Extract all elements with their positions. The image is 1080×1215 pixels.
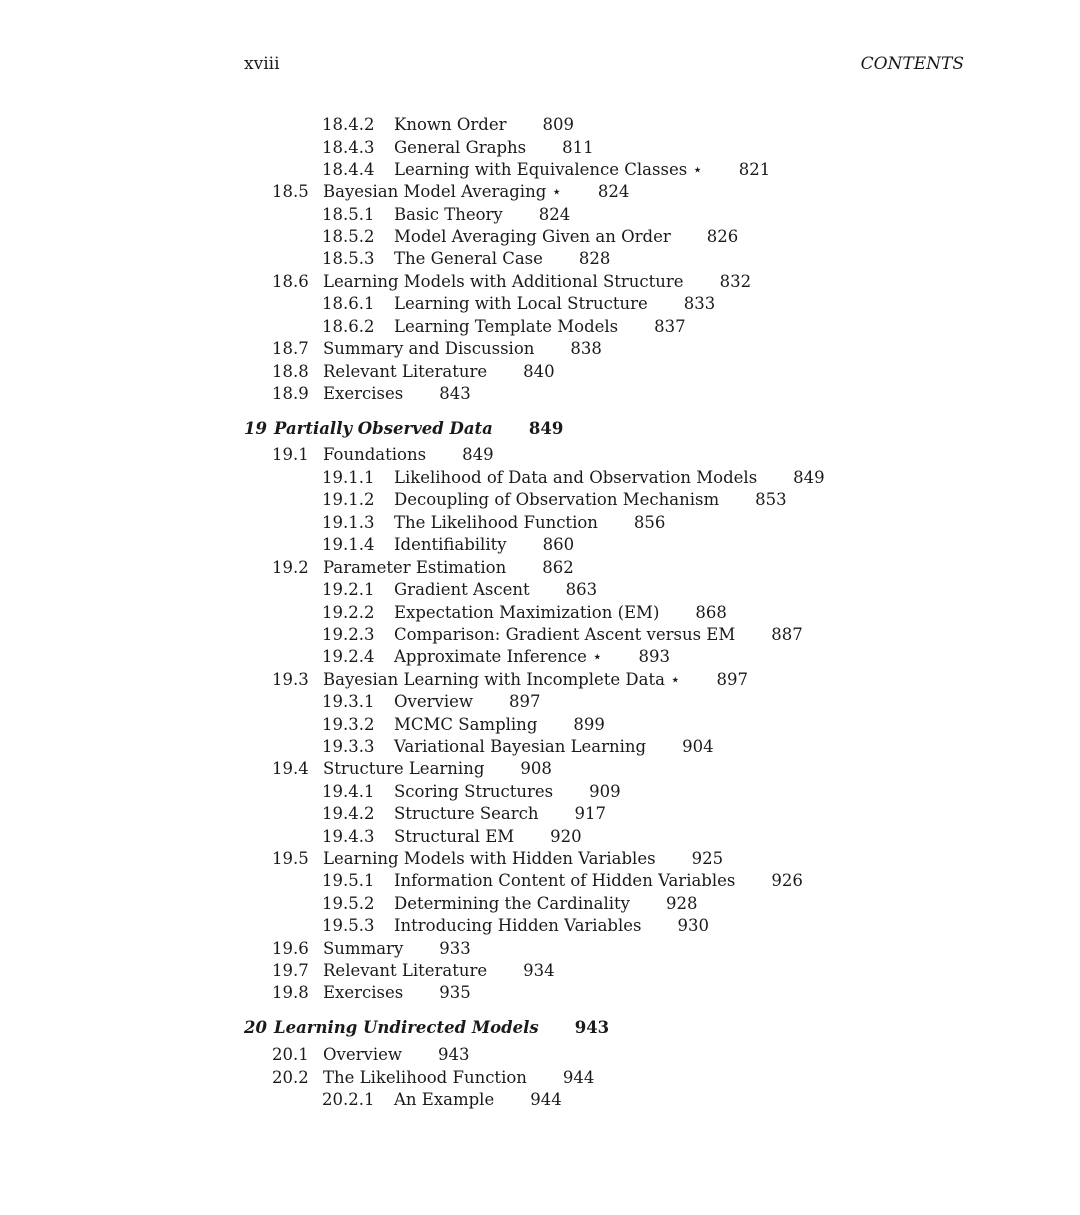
toc-entry-number: 19.5.2 <box>322 894 375 913</box>
toc-entry-page: 811 <box>562 138 594 157</box>
toc-entry-page: 943 <box>574 1018 610 1037</box>
toc-entry-title: Approximate Inference ⋆ <box>394 647 603 666</box>
toc-section-entry[interactable] <box>272 181 629 203</box>
toc-entry-title: Learning Undirected Models <box>274 1018 539 1037</box>
toc-section-entry[interactable] <box>272 383 471 405</box>
toc-entry-number: 18.5.2 <box>322 227 375 246</box>
toc-entry-number: 19.1.3 <box>322 513 375 532</box>
toc-entry-number: 18.6.2 <box>322 317 375 336</box>
toc-subsection-entry[interactable] <box>322 803 606 825</box>
toc-entry-page: 917 <box>574 804 607 823</box>
toc-entry-number: 19.2.2 <box>322 603 375 622</box>
toc-subsection-entry[interactable] <box>322 602 727 624</box>
toc-entry-page: 897 <box>509 692 541 711</box>
toc-entry-page: 935 <box>439 983 471 1002</box>
toc-section-entry[interactable] <box>272 338 602 360</box>
toc-entry-number: 19.5.1 <box>322 871 375 890</box>
toc-entry-page: 856 <box>633 513 666 532</box>
toc-entry-title: General Graphs <box>394 138 527 157</box>
toc-entry-page: 863 <box>565 580 598 599</box>
toc-entry-page: 821 <box>738 160 771 179</box>
toc-entry-title: Basic Theory <box>394 205 503 224</box>
toc-subsection-entry[interactable] <box>322 893 697 915</box>
toc-entry-number: 19.1.1 <box>322 468 375 487</box>
toc-entry-number: 18.7 <box>272 339 309 358</box>
toc-entry-title: Scoring Structures <box>394 782 554 801</box>
toc-entry-page: 926 <box>771 871 803 890</box>
toc-entry-title: Parameter Estimation <box>323 558 507 577</box>
toc-entry-number: 19.8 <box>272 983 309 1002</box>
toc-section-entry[interactable] <box>272 361 555 383</box>
toc-entry-number: 18.6.1 <box>322 294 375 313</box>
toc-entry-page: 809 <box>542 115 575 134</box>
toc-entry-title: MCMC Sampling <box>394 715 538 734</box>
toc-entry-number: 18.8 <box>272 362 309 381</box>
toc-entry-page: 828 <box>578 249 611 268</box>
toc-entry-page: 920 <box>550 827 582 846</box>
toc-entry-title: The Likelihood Function <box>323 1068 527 1087</box>
toc-entry-number: 19.4.2 <box>322 804 375 823</box>
toc-entry-page: 934 <box>523 961 555 980</box>
toc-section-entry[interactable] <box>272 758 552 780</box>
toc-entry-page: 933 <box>439 939 471 958</box>
toc-entry-number: 19.6 <box>272 939 309 958</box>
toc-entry-title: Structure Learning <box>323 759 485 778</box>
toc-entry-page: 833 <box>683 294 716 313</box>
toc-subsection-entry[interactable] <box>322 579 597 601</box>
toc-entry-title: Summary and Discussion <box>323 339 535 358</box>
toc-entry-page: 868 <box>695 603 727 622</box>
toc-entry-number: 19.5.3 <box>322 916 375 935</box>
toc-entry-page: 843 <box>439 384 471 403</box>
toc-entry-title: Summary <box>323 939 404 958</box>
toc-entry-number: 20.2.1 <box>322 1090 375 1109</box>
toc-entry-number: 18.6 <box>272 272 309 291</box>
toc-entry-title: Relevant Literature <box>323 362 488 381</box>
toc-subsection-entry[interactable] <box>322 915 709 937</box>
toc-entry-title: Bayesian Learning with Incomplete Data ⋆ <box>323 670 681 689</box>
toc-entry-title: Exercises <box>323 384 404 403</box>
toc-subsection-entry[interactable] <box>322 646 670 668</box>
toc-entry-number: 19.7 <box>272 961 309 980</box>
toc-entry-number: 18.9 <box>272 384 309 403</box>
toc-entry-title: Overview <box>323 1045 402 1064</box>
toc-subsection-entry[interactable] <box>322 293 715 315</box>
toc-entry-page: 893 <box>638 647 670 666</box>
toc-entry-page: 837 <box>654 317 686 336</box>
toc-entry-number: 19.2 <box>272 558 309 577</box>
toc-entry-number: 18.4.2 <box>322 115 375 134</box>
toc-section-entry[interactable] <box>272 444 494 466</box>
toc-entry-page: 908 <box>520 759 552 778</box>
toc-entry-title: Introducing Hidden Variables <box>394 916 642 935</box>
toc-entry-number: 19.2.1 <box>322 580 375 599</box>
toc-entry-title: The General Case <box>394 249 543 268</box>
toc-subsection-entry[interactable] <box>322 736 714 758</box>
toc-entry-page: 930 <box>677 916 709 935</box>
toc-subsection-entry[interactable] <box>322 1089 562 1111</box>
toc-entry-number: 19.1.2 <box>322 490 375 509</box>
toc-entry-number: 19.1.4 <box>322 535 375 554</box>
toc-entry-number: 19.1 <box>272 445 309 464</box>
toc-subsection-entry[interactable] <box>322 226 738 248</box>
toc-entry-number: 19.3.1 <box>322 692 375 711</box>
toc-entry-title: Learning with Equivalence Classes ⋆ <box>394 160 703 179</box>
toc-entry-number: 18.5.1 <box>322 205 375 224</box>
toc-entry-page: 832 <box>719 272 752 291</box>
toc-section-entry[interactable] <box>272 557 574 579</box>
toc-entry-page: 860 <box>542 535 575 554</box>
toc-entry-page: 862 <box>542 558 574 577</box>
page-number: xviii <box>244 54 280 74</box>
toc-entry-page: 849 <box>462 445 494 464</box>
toc-section-entry[interactable] <box>272 960 555 982</box>
toc-entry-page: 904 <box>682 737 714 756</box>
toc-subsection-entry[interactable] <box>322 248 610 270</box>
toc-entry-page: 824 <box>597 182 630 201</box>
toc-subsection-entry[interactable] <box>322 137 594 159</box>
toc-entry-title: Learning with Local Structure <box>394 294 648 313</box>
toc-entry-page: 899 <box>573 715 605 734</box>
toc-entry-page: 944 <box>530 1090 562 1109</box>
toc-entry-title: Structure Search <box>394 804 539 823</box>
toc-entry-number: 19 <box>244 419 267 438</box>
toc-entry-title: Expectation Maximization (EM) <box>394 603 660 622</box>
toc-entry-page: 925 <box>691 849 724 868</box>
toc-entry-title: Partially Observed Data <box>274 419 493 438</box>
toc-subsection-entry[interactable] <box>322 870 803 892</box>
toc-entry-number: 19.2.3 <box>322 625 375 644</box>
toc-entry-number: 19.4.1 <box>322 782 375 801</box>
toc-entry-number: 19.2.4 <box>322 647 375 666</box>
toc-entry-title: Variational Bayesian Learning <box>394 737 647 756</box>
toc-subsection-entry[interactable] <box>322 624 803 646</box>
toc-entry-number: 19.5 <box>272 849 309 868</box>
toc-section-entry[interactable] <box>272 1067 594 1089</box>
toc-entry-page: 838 <box>570 339 602 358</box>
toc-subsection-entry[interactable] <box>322 159 770 181</box>
toc-section-entry[interactable] <box>272 1044 470 1066</box>
toc-chapter-entry[interactable] <box>244 1017 609 1039</box>
toc-entry-page: 849 <box>793 468 825 487</box>
toc-entry-number: 20.2 <box>272 1068 309 1087</box>
toc-entry-title: Overview <box>394 692 473 711</box>
toc-entry-page: 928 <box>665 894 698 913</box>
toc-entry-page: 849 <box>528 419 564 438</box>
toc-entry-number: 20.1 <box>272 1045 309 1064</box>
toc-entry-page: 887 <box>771 625 803 644</box>
toc-entry-title: Learning Models with Hidden Variables <box>323 849 656 868</box>
toc-entry-title: Exercises <box>323 983 404 1002</box>
toc-entry-number: 18.5.3 <box>322 249 375 268</box>
toc-entry-title: Determining the Cardinality <box>394 894 630 913</box>
toc-entry-page: 824 <box>538 205 571 224</box>
toc-section-entry[interactable] <box>272 938 471 960</box>
toc-entry-title: Gradient Ascent <box>394 580 530 599</box>
toc-subsection-entry[interactable] <box>322 114 574 136</box>
toc-entry-title: Foundations <box>323 445 427 464</box>
toc-entry-title: Structural EM <box>394 827 515 846</box>
toc-subsection-entry[interactable] <box>322 316 686 338</box>
toc-subsection-entry[interactable] <box>322 467 825 489</box>
toc-subsection-entry[interactable] <box>322 204 570 226</box>
toc-entry-page: 853 <box>755 490 787 509</box>
running-head: CONTENTS <box>860 54 964 74</box>
toc-subsection-entry[interactable] <box>322 512 665 534</box>
toc-entry-page: 944 <box>562 1068 595 1087</box>
toc-entry-page: 909 <box>589 782 621 801</box>
toc-entry-title: An Example <box>394 1090 495 1109</box>
toc-subsection-entry[interactable] <box>322 489 787 511</box>
toc-entry-title: Comparison: Gradient Ascent versus EM <box>394 625 736 644</box>
toc-entry-page: 943 <box>438 1045 470 1064</box>
toc-section-entry[interactable] <box>272 669 748 691</box>
toc-entry-title: Likelihood of Data and Observation Models <box>394 468 758 487</box>
toc-entry-number: 18.4.3 <box>322 138 375 157</box>
toc-entry-title: Bayesian Model Averaging ⋆ <box>323 182 562 201</box>
toc-entry-page: 897 <box>716 670 749 689</box>
toc-entry-title: Learning Models with Additional Structure <box>323 272 684 291</box>
toc-entry-number: 20 <box>244 1018 267 1037</box>
toc-entry-number: 19.3 <box>272 670 309 689</box>
toc-entry-number: 19.4.3 <box>322 827 375 846</box>
toc-entry-title: The Likelihood Function <box>394 513 598 532</box>
toc-entry-title: Relevant Literature <box>323 961 488 980</box>
toc-entry-page: 840 <box>523 362 555 381</box>
toc-subsection-entry[interactable] <box>322 691 541 713</box>
toc-entry-number: 18.4.4 <box>322 160 375 179</box>
toc-subsection-entry[interactable] <box>322 781 621 803</box>
toc-entry-title: Identifiability <box>394 535 507 554</box>
toc-section-entry[interactable] <box>272 848 723 870</box>
toc-entry-page: 826 <box>706 227 739 246</box>
toc-section-entry[interactable] <box>272 271 751 293</box>
toc-entry-title: Decoupling of Observation Mechanism <box>394 490 720 509</box>
toc-entry-number: 19.3.3 <box>322 737 375 756</box>
toc-chapter-entry[interactable] <box>244 418 563 440</box>
toc-subsection-entry[interactable] <box>322 534 574 556</box>
toc-entry-number: 19.3.2 <box>322 715 375 734</box>
toc-section-entry[interactable] <box>272 982 471 1004</box>
toc-entry-title: Information Content of Hidden Variables <box>394 871 736 890</box>
toc-entry-title: Known Order <box>394 115 507 134</box>
toc-entry-title: Model Averaging Given an Order <box>394 227 671 246</box>
toc-entry-number: 18.5 <box>272 182 309 201</box>
toc-entry-title: Learning Template Models <box>394 317 619 336</box>
toc-entry-number: 19.4 <box>272 759 309 778</box>
toc-subsection-entry[interactable] <box>322 714 605 736</box>
toc-subsection-entry[interactable] <box>322 826 582 848</box>
